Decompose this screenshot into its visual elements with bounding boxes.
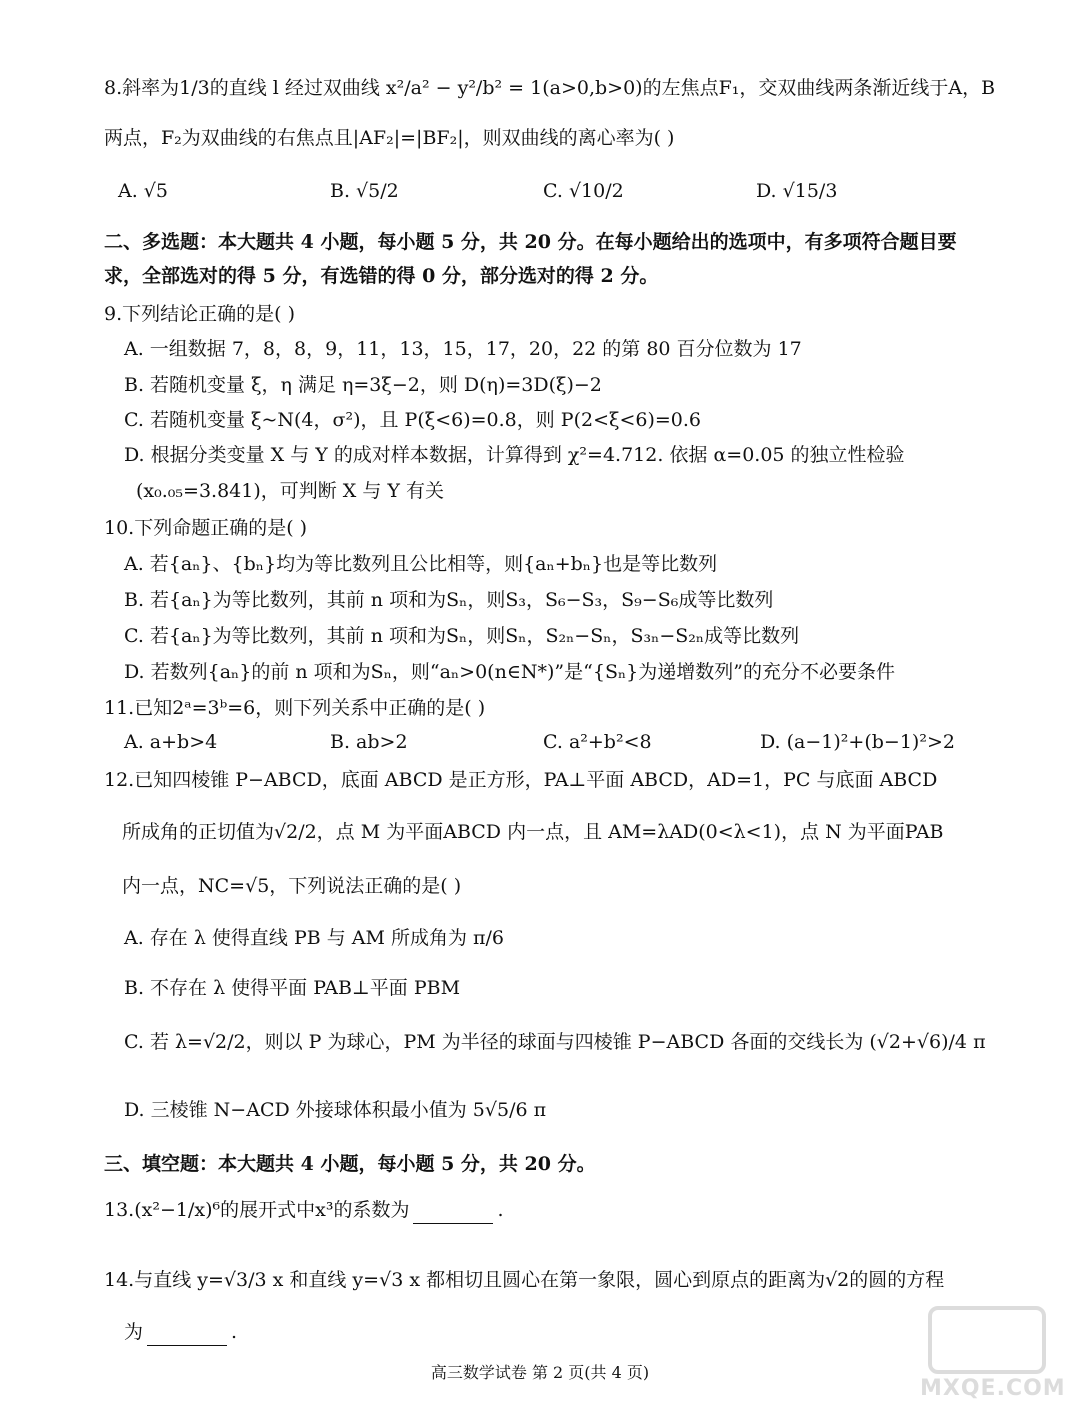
q13-text: 13.(x²−1/x)⁶的展开式中x³的系数为 xyxy=(104,1199,410,1221)
q12-line1: 12.已知四棱锥 P−ABCD，底面 ABCD 是正方形，PA⊥平面 ABCD，AD=1，PC 与底面 ABCD xyxy=(104,769,938,791)
q12-option-b: B. 不存在 λ 使得平面 PAB⊥平面 PBM xyxy=(124,977,461,999)
q8-line1: 8.斜率为1/3的直线 l 经过双曲线 x²/a² − y²/b² = 1(a>0,b>0)的左焦点F₁，交双曲线两条渐近线于A，B xyxy=(104,77,996,99)
q12-option-d: D. 三棱锥 N−ACD 外接球体积最小值为 5√5/6 π xyxy=(124,1099,547,1121)
q13-end: . xyxy=(497,1199,504,1221)
q11-option-d: D. (a−1)²+(b−1)²>2 xyxy=(760,731,955,753)
q11-option-b: B. ab>2 xyxy=(330,731,408,753)
q9-option-d-line2: (x₀.₀₅=3.841)，可判断 X 与 Y 有关 xyxy=(136,480,444,502)
q9-option-b: B. 若随机变量 ξ，η 满足 η=3ξ−2，则 D(η)=3D(ξ)−2 xyxy=(124,374,602,396)
q13-answer-blank[interactable] xyxy=(413,1203,493,1224)
q14-line2 xyxy=(124,1318,237,1346)
q8-option-c: C. √10/2 xyxy=(543,180,624,202)
q10-stem: 10.下列命题正确的是( ) xyxy=(104,517,308,539)
q10-option-b: B. 若{aₙ}为等比数列，其前 n 项和为Sₙ，则S₃，S₆−S₃，S₉−S₆成等比数列 xyxy=(124,589,774,611)
q8-option-b: B. √5/2 xyxy=(330,180,399,202)
page-footer: 高三数学试卷 第 2 页(共 4 页) xyxy=(430,1363,650,1382)
q10-option-c: C. 若{aₙ}为等比数列，其前 n 项和为Sₙ，则Sₙ，S₂ₙ−Sₙ，S₃ₙ−S₂ₙ成等比数列 xyxy=(124,625,800,647)
section3-header: 三、填空题：本大题共 4 小题，每小题 5 分，共 20 分。 xyxy=(104,1153,596,1175)
watermark-badge-icon xyxy=(928,1306,1046,1374)
q9-option-d-line1: D. 根据分类变量 X 与 Y 的成对样本数据，计算得到 χ²=4.712. 依据 α=0.05 的独立性检验 xyxy=(124,444,905,466)
q12-line2: 所成角的正切值为√2/2，点 M 为平面ABCD 内一点，且 AM=λAD(0<λ<1)，点 N 为平面PAB xyxy=(122,821,944,843)
q8-option-a: A. √5 xyxy=(118,180,168,202)
q14-answer-blank[interactable] xyxy=(147,1325,227,1346)
q13-line xyxy=(104,1196,504,1224)
q11-option-c: C. a²+b²<8 xyxy=(543,731,652,753)
q14-line1: 14.与直线 y=√3/3 x 和直线 y=√3 x 都相切且圆心在第一象限，圆心到原点的距离为√2的圆的方程 xyxy=(104,1269,945,1291)
q11-option-a: A. a+b>4 xyxy=(124,731,218,753)
q14-end: . xyxy=(231,1321,238,1343)
q8-line2: 两点，F₂为双曲线的右焦点且|AF₂|=|BF₂|，则双曲线的离心率为( ) xyxy=(104,127,675,149)
q9-option-c: C. 若随机变量 ξ~N(4，σ²)，且 P(ξ<6)=0.8，则 P(2<ξ<6)=0.6 xyxy=(124,409,702,431)
q9-option-a: A. 一组数据 7，8，8，9，11，13，15，17，20，22 的第 80 百分位数为 17 xyxy=(124,338,802,360)
watermark-logo xyxy=(920,1306,1066,1401)
q12-option-c: C. 若 λ=√2/2，则以 P 为球心，PM 为半径的球面与四棱锥 P−ABCD 各面的交线长为 (√2+√6)/4 π xyxy=(124,1031,986,1053)
section2-header-line1: 二、多选题：本大题共 4 小题，每小题 5 分，共 20 分。在每小题给出的选项中，有多项符合题目要 xyxy=(104,231,957,253)
q10-option-d: D. 若数列{aₙ}的前 n 项和为Sₙ，则“aₙ>0(n∈N*)”是“{Sₙ}为递增数列”的充分不必要条件 xyxy=(124,661,895,683)
q10-option-a: A. 若{aₙ}、{bₙ}均为等比数列且公比相等，则{aₙ+bₙ}也是等比数列 xyxy=(124,553,718,575)
section2-header-line2: 求，全部选对的得 5 分，有选错的得 0 分，部分选对的得 2 分。 xyxy=(104,265,659,287)
q11-stem: 11.已知2ᵃ=3ᵇ=6，则下列关系中正确的是( ) xyxy=(104,697,486,719)
q14-text: 为 xyxy=(124,1321,144,1343)
q12-line3: 内一点，NC=√5，下列说法正确的是( ) xyxy=(122,875,462,897)
q12-option-a: A. 存在 λ 使得直线 PB 与 AM 所成角为 π/6 xyxy=(124,927,505,949)
watermark-text: MXQE.COM xyxy=(920,1376,1066,1401)
q8-option-d: D. √15/3 xyxy=(756,180,838,202)
q9-stem: 9.下列结论正确的是( ) xyxy=(104,303,295,325)
